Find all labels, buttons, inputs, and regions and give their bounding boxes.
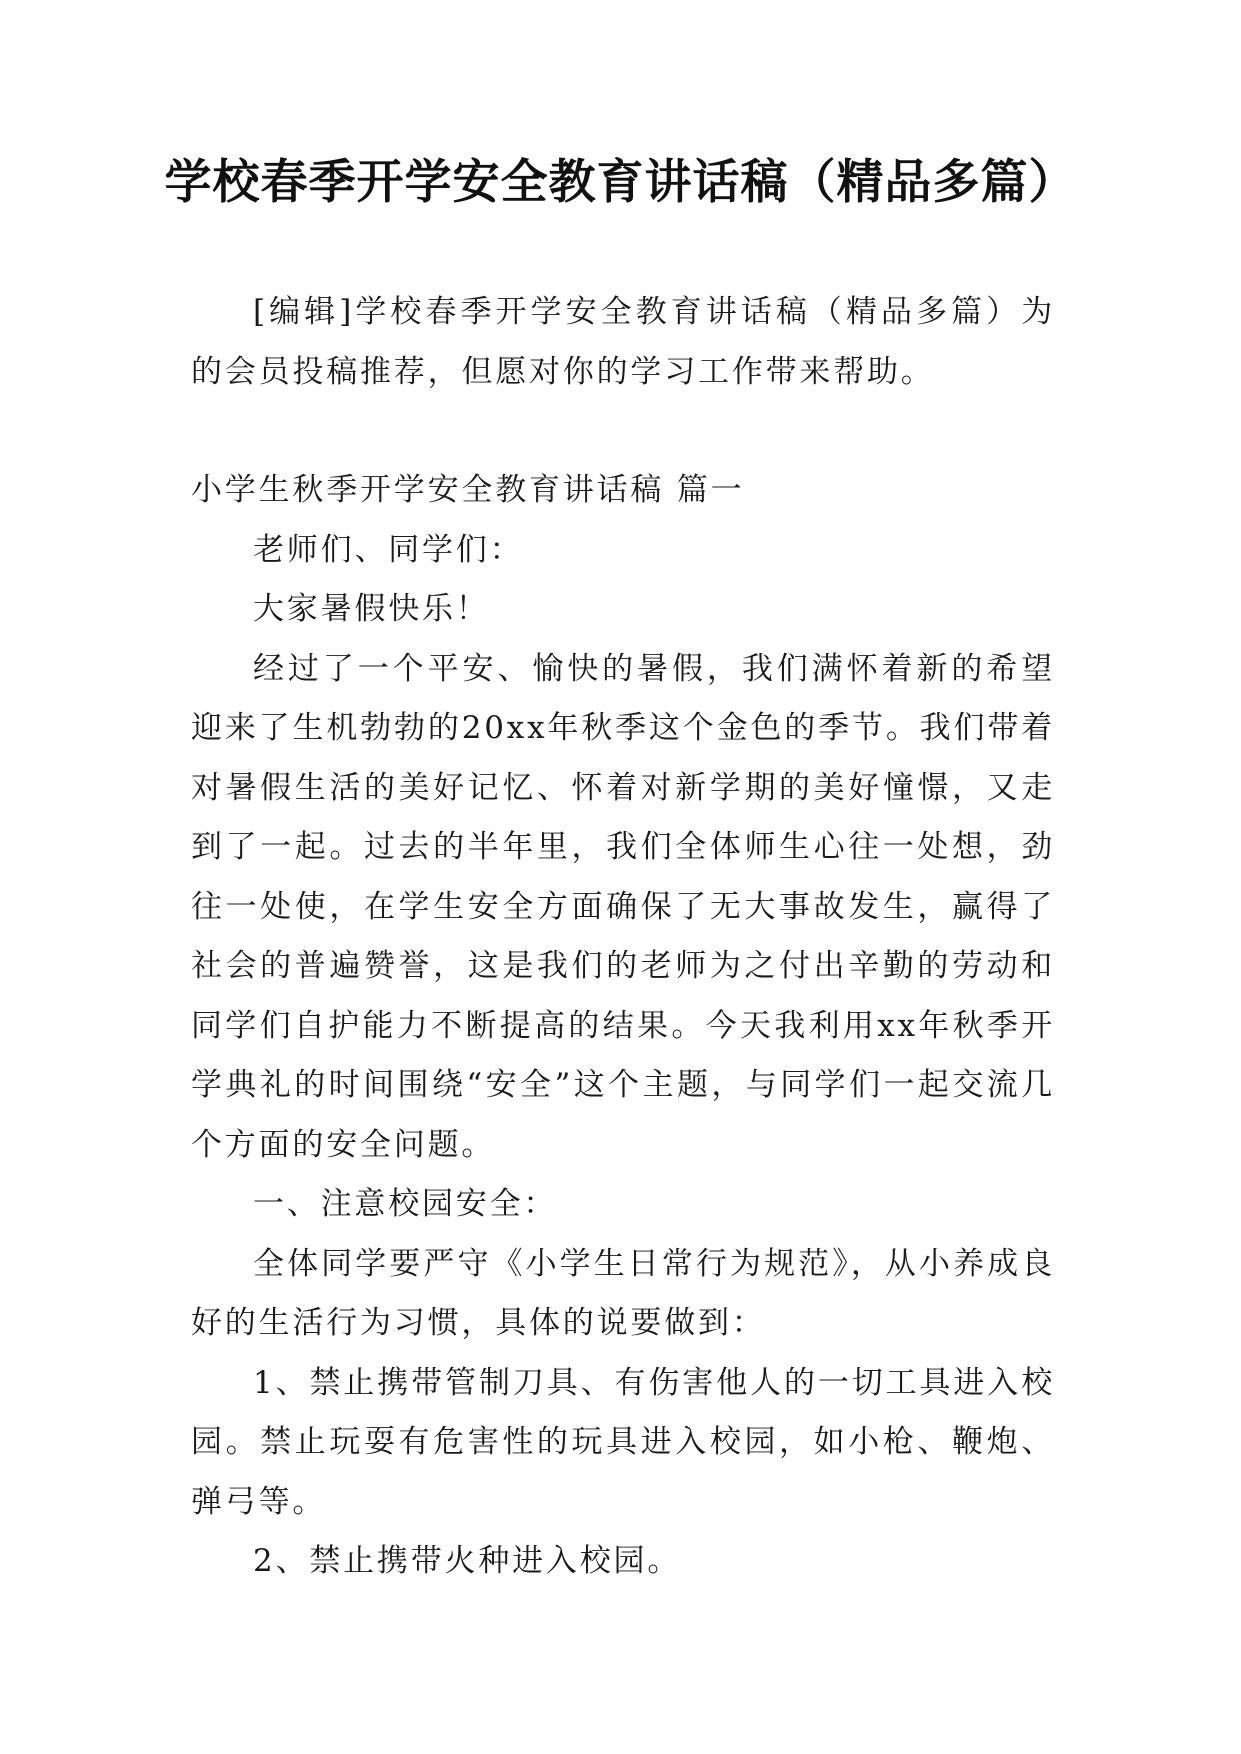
paragraph-rules-intro: 全体同学要严守《小学生日常行为规范》，从小养成良好的生活行为习惯，具体的说要做到： (191, 1245, 1055, 1341)
paragraph-rule-1: 1、禁止携带管制刀具、有伤害他人的一切工具进入校园。禁止玩耍有危害性的玩具进入校园，如小枪、鞭炮、弹弓等。 (191, 1364, 1055, 1520)
paragraph-main: 经过了一个平安、愉快的暑假，我们满怀着新的希望迎来了生机勃勃的20xx年秋季这个金色的季节。我们带着对暑假生活的美好记忆、怀着对新学期的美好憧憬，又走到了一起。过去的半年里，我们全体师生心往一处想，劲往一处使，在学生安全方面确保了无大事故发生，赢得了社会的普遍赞誉，这是我们的老师为之付出辛勤的劳动和同学们自护能力不断提高的结果。今天我利用xx年秋季开学典礼的时间围绕“安全”这个主题，与同学们一起交流几个方面的安全问题。 (191, 650, 1055, 1163)
intro-paragraph: [编辑]学校春季开学安全教育讲话稿（精品多篇）为的会员投稿推荐，但愿对你的学习工作带来帮助。 (191, 294, 1055, 390)
paragraph-subheading-campus-safety: 一、注意校园安全： (253, 1186, 558, 1222)
paragraph-wishes: 大家暑假快乐！ (253, 591, 490, 627)
section-heading: 小学生秋季开学安全教育讲话稿 篇一 (191, 472, 745, 508)
document-title: 学校春季开学安全教育讲话稿（精品多篇） (164, 155, 1077, 210)
article-body (191, 461, 1055, 1592)
paragraph-greeting: 老师们、同学们： (253, 531, 524, 568)
paragraph-rule-2: 2、禁止携带火种进入校园。 (253, 1543, 682, 1579)
intro-block (191, 283, 1055, 402)
